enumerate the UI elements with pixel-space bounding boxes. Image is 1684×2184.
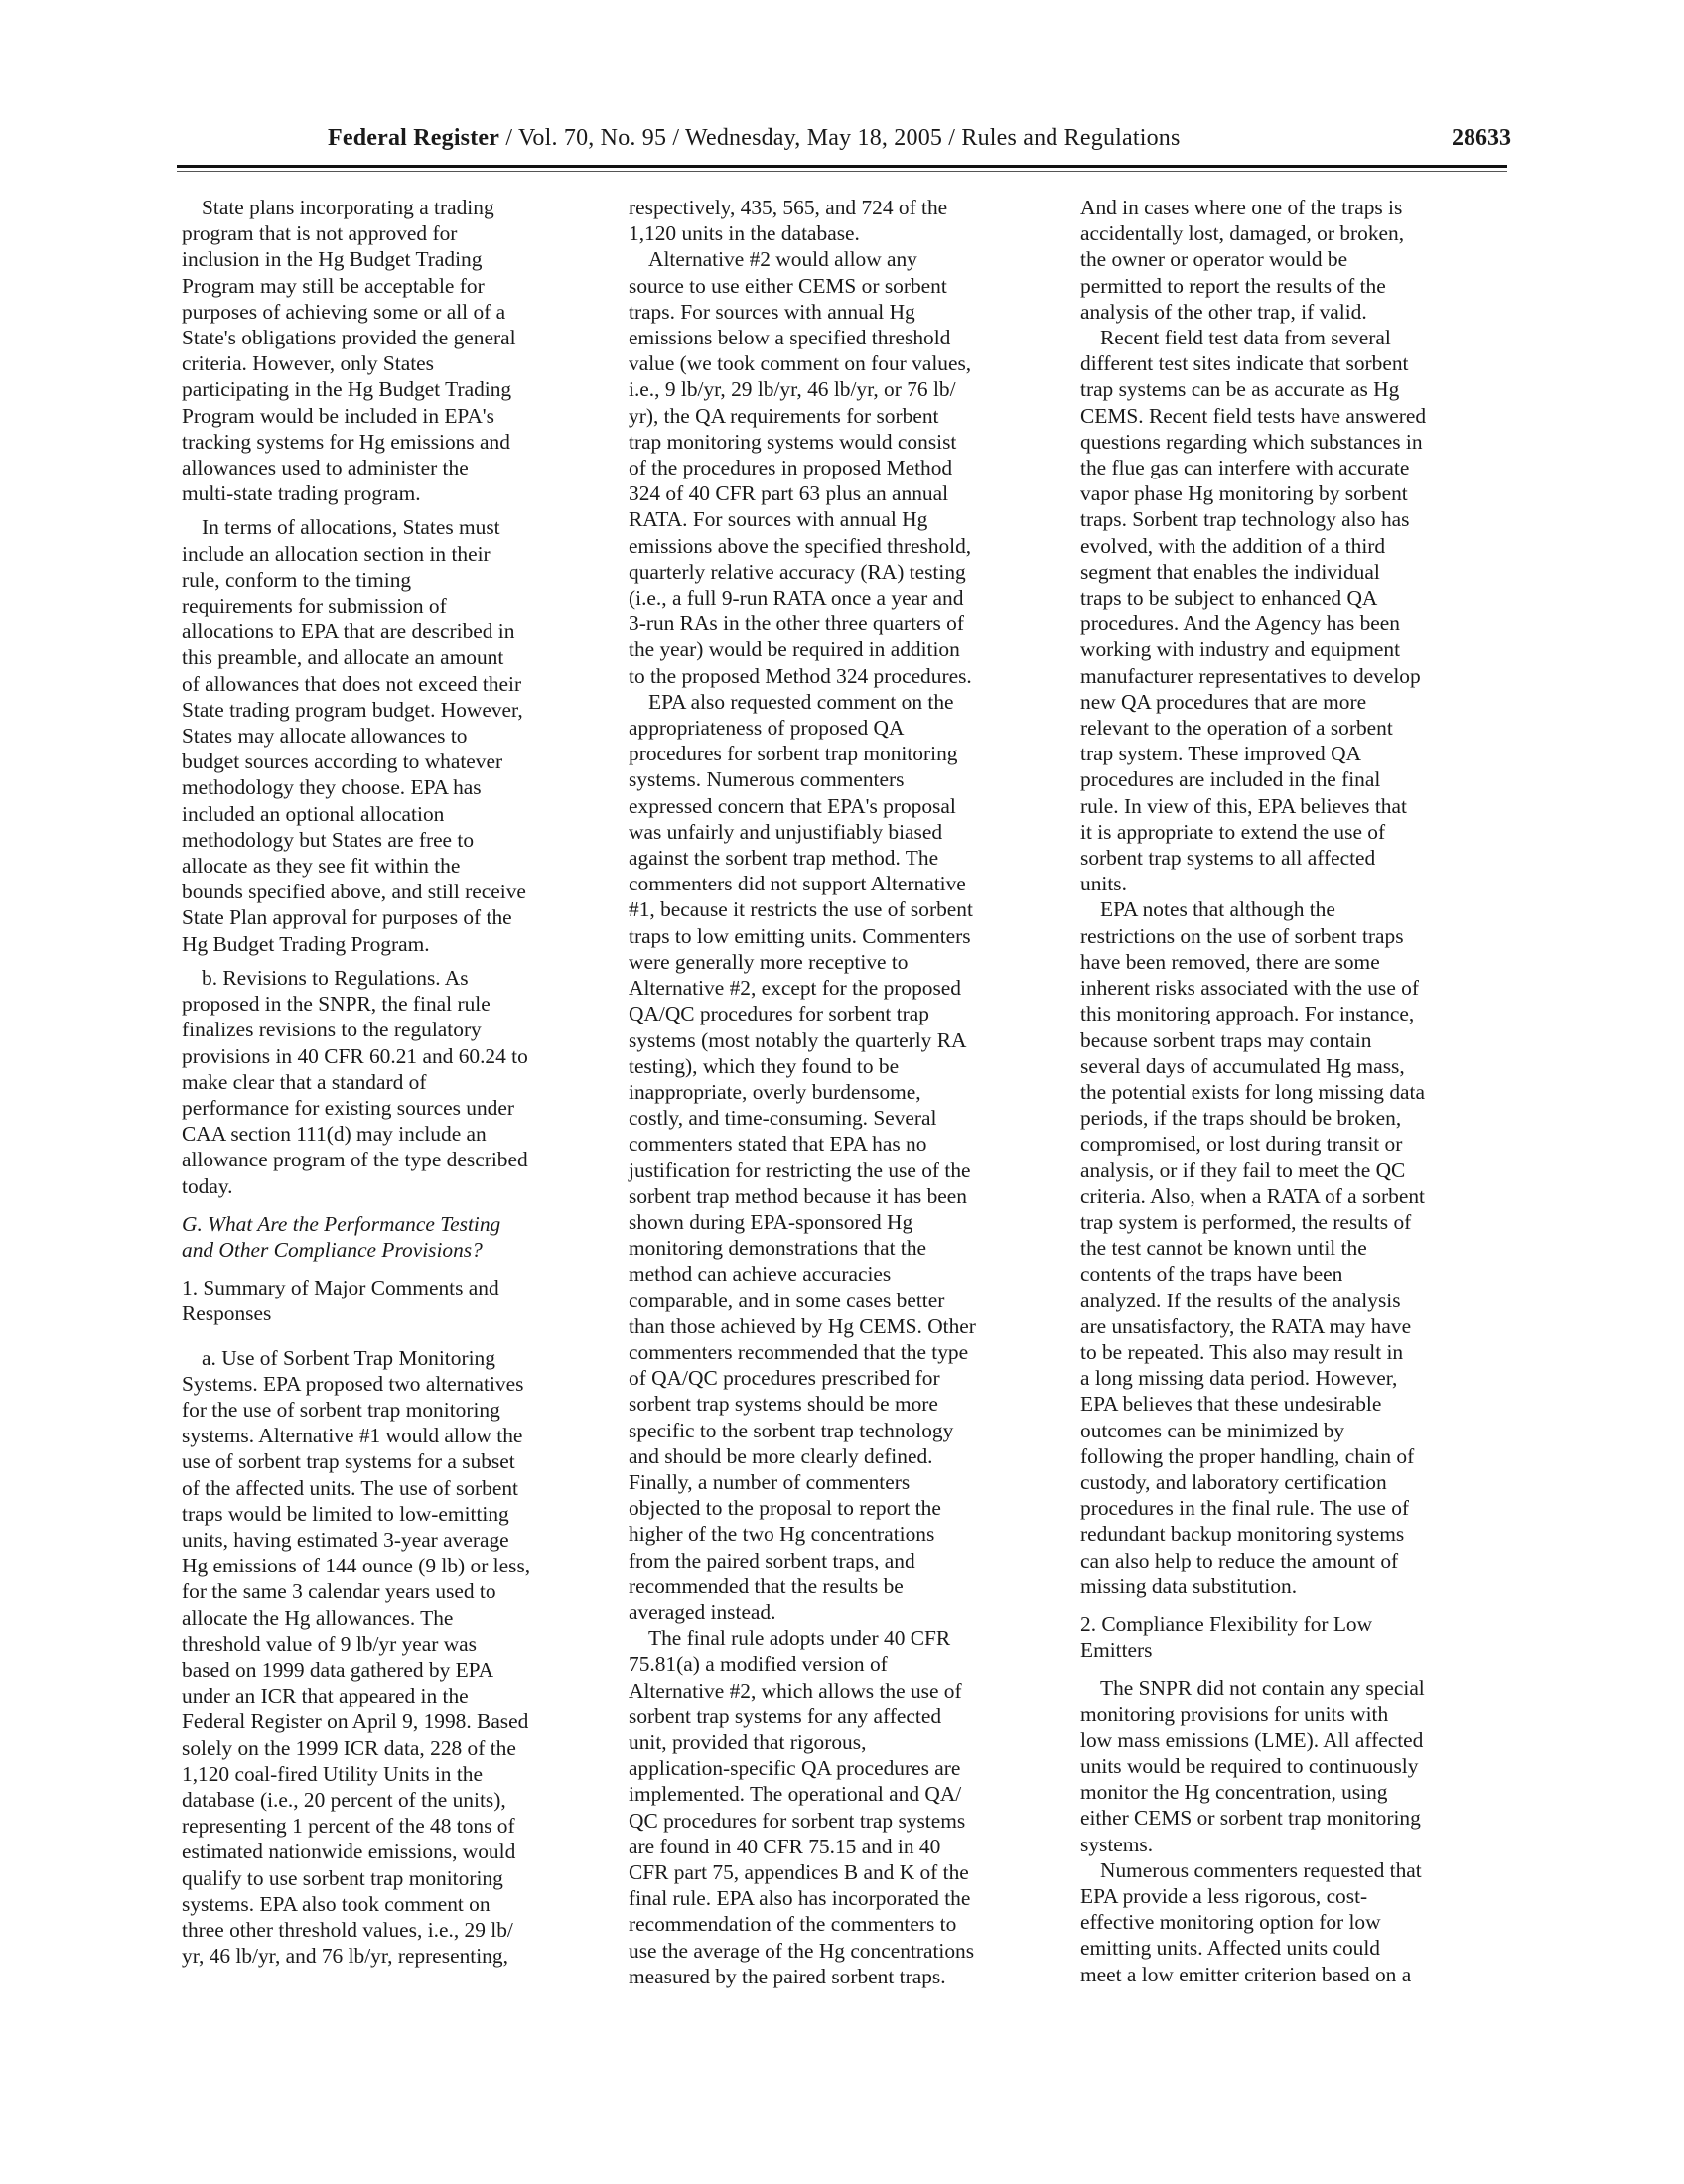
text-line: Emitters	[1080, 1638, 1153, 1663]
text-line: shown during EPA-sponsored Hg	[629, 1209, 913, 1234]
text-line: implemented. The operational and QA/	[629, 1782, 962, 1807]
text-line: analyzed. If the results of the analysis	[1080, 1288, 1401, 1312]
section-heading-line: and Other Compliance Provisions?	[182, 1237, 483, 1262]
text-line: procedures in the final rule. The use of	[1080, 1496, 1410, 1521]
text-line: the test cannot be known until the	[1080, 1236, 1367, 1261]
text-line: budget sources according to whatever	[182, 750, 503, 774]
text-line: allocate as they see fit within the	[182, 854, 461, 879]
text-line: new QA procedures that are more	[1080, 689, 1367, 714]
text-line: database (i.e., 20 percent of the units),	[182, 1787, 506, 1812]
text-line: make clear that a standard of	[182, 1069, 427, 1094]
text-line: procedures for sorbent trap monitoring	[629, 742, 958, 766]
text-line: analysis of the other trap, if valid.	[1080, 299, 1367, 324]
text-line: the owner or operator would be	[1080, 247, 1348, 272]
text-line: emissions below a specified threshold	[629, 326, 951, 350]
text-line: the year) would be required in addition	[629, 637, 960, 662]
text-line: sorbent trap systems to all affected	[1080, 846, 1376, 871]
text-line: based on 1999 data gathered by EPA	[182, 1657, 494, 1682]
text-line: 2. Compliance Flexibility for Low	[1080, 1611, 1373, 1636]
text-line: States may allocate allowances to	[182, 724, 468, 749]
text-line: traps. For sources with annual Hg	[629, 299, 915, 324]
text-line: for the use of sorbent trap monitoring	[182, 1397, 500, 1422]
text-line: missing data substitution.	[1080, 1573, 1298, 1598]
text-line: 324 of 40 CFR part 63 plus an annual	[629, 481, 949, 506]
text-line: The SNPR did not contain any special	[1100, 1676, 1425, 1701]
paragraph-gap	[1080, 1599, 1509, 1611]
page-header	[328, 123, 1511, 159]
text-line: for the same 3 calendar years used to	[182, 1579, 496, 1604]
text-line: commenters stated that EPA has no	[629, 1132, 927, 1157]
text-line: Hg emissions of 144 ounce (9 lb) or less,	[182, 1554, 531, 1578]
text-line: units.	[1080, 872, 1127, 896]
text-line: application-specific QA procedures are	[629, 1756, 961, 1781]
text-line: have been removed, there are some	[1080, 949, 1380, 974]
text-line: accidentally lost, damaged, or broken,	[1080, 221, 1405, 246]
text-line: were generally more receptive to	[629, 949, 909, 974]
text-line: are unsatisfactory, the RATA may have	[1080, 1313, 1412, 1338]
text-line: State Plan approval for purposes of the	[182, 905, 512, 930]
text-line: vapor phase Hg monitoring by sorbent	[1080, 481, 1408, 506]
text-line: procedures are included in the final	[1080, 767, 1381, 792]
header-citation	[328, 125, 1181, 152]
paragraph-gap	[182, 957, 617, 965]
text-line: criteria. Also, when a RATA of a sorbent	[1080, 1183, 1425, 1208]
text-column-2	[629, 195, 1057, 1989]
text-line: emissions above the specified threshold,	[629, 533, 972, 558]
text-line: procedures. And the Agency has been	[1080, 612, 1400, 636]
text-line: proposed in the SNPR, the final rule	[182, 992, 491, 1017]
text-line: permitted to report the results of the	[1080, 273, 1386, 298]
text-line: allowance program of the type described	[182, 1148, 528, 1172]
text-line: State's obligations provided the general	[182, 326, 516, 350]
text-line: inclusion in the Hg Budget Trading	[182, 247, 483, 272]
text-line: specific to the sorbent trap technology	[629, 1418, 954, 1442]
text-line: inherent risks associated with the use of	[1080, 976, 1419, 1001]
text-line: traps would be limited to low-emitting	[182, 1501, 509, 1526]
text-column-3	[1080, 195, 1509, 1987]
text-line: inappropriate, overly burdensome,	[629, 1079, 921, 1104]
text-line: program that is not approved for	[182, 221, 458, 246]
text-line: rule, conform to the timing	[182, 567, 412, 592]
text-line: b. Revisions to Regulations. As	[202, 965, 469, 990]
text-line: working with industry and equipment	[1080, 637, 1401, 662]
text-line: 75.81(a) a modified version of	[629, 1652, 888, 1677]
text-line: respectively, 435, 565, and 724 of the	[629, 196, 948, 219]
text-line: systems. Alternative #1 would allow the	[182, 1424, 523, 1448]
paragraph-gap	[182, 1263, 617, 1275]
text-line: provisions in 40 CFR 60.21 and 60.24 to	[182, 1043, 528, 1068]
text-line: QC procedures for sorbent trap systems	[629, 1808, 966, 1833]
text-line: monitoring demonstrations that the	[629, 1236, 927, 1261]
text-line: allowances used to administer the	[182, 456, 469, 480]
text-line: CFR part 75, appendices B and K of the	[629, 1860, 969, 1884]
text-line: Hg Budget Trading Program.	[182, 931, 430, 956]
text-line: against the sorbent trap method. The	[629, 846, 939, 871]
text-line: EPA also requested comment on the	[648, 689, 954, 714]
text-line: QA/QC procedures for sorbent trap	[629, 1002, 929, 1026]
text-line: higher of the two Hg concentrations	[629, 1522, 935, 1547]
text-line: (i.e., a full 9-run RATA once a year and	[629, 586, 964, 611]
text-line: trap system is performed, the results of	[1080, 1209, 1412, 1234]
text-line: criteria. However, only States	[182, 351, 434, 376]
text-line: objected to the proposal to report the	[629, 1496, 941, 1521]
text-line: to the proposed Method 324 procedures.	[629, 663, 972, 688]
text-line: traps to low emitting units. Commenters	[629, 923, 971, 948]
text-line: of the procedures in proposed Method	[629, 456, 953, 480]
text-line: Responses	[182, 1301, 272, 1326]
text-line: trap monitoring systems would consist	[629, 429, 957, 454]
text-line: trap systems can be as accurate as Hg	[1080, 377, 1400, 402]
text-line: CEMS. Recent field tests have answered	[1080, 403, 1427, 428]
text-line: costly, and time-consuming. Several	[629, 1106, 937, 1131]
paragraph-gap	[182, 1199, 617, 1211]
text-line: effective monitoring option for low	[1080, 1910, 1381, 1935]
text-line: recommendation of the commenters to	[629, 1912, 957, 1937]
text-line: source to use either CEMS or sorbent	[629, 273, 947, 298]
text-column-1	[182, 195, 617, 1969]
header-rule	[177, 165, 1507, 168]
text-line: unit, provided that rigorous,	[629, 1729, 867, 1754]
text-line: either CEMS or sorbent trap monitoring	[1080, 1806, 1421, 1831]
text-line: Program may still be acceptable for	[182, 273, 485, 298]
text-line: segment that enables the individual	[1080, 559, 1380, 584]
text-line: traps to be subject to enhanced QA	[1080, 586, 1378, 611]
text-line: value (we took comment on four values,	[629, 351, 972, 376]
text-line: traps. Sorbent trap technology also has	[1080, 507, 1410, 532]
text-line: methodology they choose. EPA has	[182, 775, 482, 800]
text-line: method can achieve accuracies	[629, 1262, 892, 1287]
text-line: And in cases where one of the traps is	[1080, 196, 1403, 219]
text-line: because sorbent traps may contain	[1080, 1027, 1372, 1052]
text-line: 1,120 coal-fired Utility Units in the	[182, 1761, 483, 1786]
text-line: Alternative #2 would allow any	[648, 247, 917, 272]
text-line: sorbent trap systems should be more	[629, 1392, 938, 1417]
text-line: requirements for submission of	[182, 594, 447, 618]
text-line: justification for restricting the use of the	[629, 1158, 971, 1182]
text-line: RATA. For sources with annual Hg	[629, 507, 928, 532]
text-line: was unfairly and unjustifiably biased	[629, 819, 943, 844]
text-line: purposes of achieving some or all of a	[182, 299, 506, 324]
text-line: trap system. These improved QA	[1080, 742, 1361, 766]
text-line: and should be more clearly defined.	[629, 1443, 933, 1468]
text-line: emitting units. Affected units could	[1080, 1936, 1381, 1961]
text-line: of allowances that does not exceed their	[182, 671, 522, 696]
text-line: monitor the Hg concentration, using	[1080, 1780, 1388, 1805]
text-line: appropriateness of proposed QA	[629, 716, 905, 741]
journal-name: Federal Register	[328, 125, 500, 151]
text-line: Alternative #2, except for the proposed	[629, 976, 962, 1001]
text-line: are found in 40 CFR 75.15 and in 40	[629, 1834, 941, 1858]
text-line: following the proper handling, chain of	[1080, 1443, 1415, 1468]
text-line: 3-run RAs in the other three quarters of	[629, 612, 964, 636]
paragraph-gap	[182, 506, 617, 514]
text-line: the potential exists for long missing data	[1080, 1079, 1425, 1104]
text-line: a long missing data period. However,	[1080, 1366, 1398, 1391]
text-line: several days of accumulated Hg mass,	[1080, 1053, 1405, 1078]
text-line: Recent field test data from several	[1100, 326, 1391, 350]
text-line: use the average of the Hg concentrations	[629, 1938, 975, 1963]
text-line: than those achieved by Hg CEMS. Other	[629, 1313, 976, 1338]
text-line: quarterly relative accuracy (RA) testing	[629, 559, 966, 584]
text-line: EPA notes that although the	[1100, 897, 1335, 922]
text-line: it is appropriate to extend the use of	[1080, 819, 1386, 844]
text-line: from the paired sorbent traps, and	[629, 1548, 915, 1572]
text-line: participating in the Hg Budget Trading	[182, 377, 512, 402]
text-line: bounds specified above, and still receive	[182, 880, 526, 904]
text-line: evolved, with the addition of a third	[1080, 533, 1386, 558]
text-line: different test sites indicate that sorbent	[1080, 351, 1409, 376]
text-line: EPA believes that these undesirable	[1080, 1392, 1382, 1417]
text-line: use of sorbent trap systems for a subset	[182, 1449, 515, 1474]
text-line: qualify to use sorbent trap monitoring	[182, 1865, 503, 1890]
text-line: under an ICR that appeared in the	[182, 1684, 469, 1708]
text-line: The final rule adopts under 40 CFR	[648, 1626, 951, 1651]
text-line: analysis, or if they fail to meet the QC	[1080, 1158, 1406, 1182]
text-line: final rule. EPA also has incorporated the	[629, 1886, 971, 1911]
text-line: finalizes revisions to the regulatory	[182, 1018, 482, 1042]
text-line: to be repeated. This also may result in	[1080, 1339, 1404, 1364]
text-line: systems (most notably the quarterly RA	[629, 1027, 967, 1052]
text-line: three other threshold values, i.e., 29 lb/	[182, 1918, 513, 1942]
paragraph-gap	[182, 1327, 617, 1345]
text-line: compromised, or lost during transit or	[1080, 1132, 1403, 1157]
issue-info: / Vol. 70, No. 95 / Wednesday, May 18, 2005 / Rules and Regulations	[499, 125, 1181, 151]
text-line: testing), which they found to be	[629, 1053, 900, 1078]
text-line: multi-state trading program.	[182, 481, 421, 506]
text-line: of the affected units. The use of sorbent	[182, 1475, 518, 1500]
text-line: relevant to the operation of a sorbent	[1080, 716, 1393, 741]
text-line: i.e., 9 lb/yr, 29 lb/yr, 46 lb/yr, or 76 lb/	[629, 377, 956, 402]
text-line: CAA section 111(d) may include an	[182, 1122, 487, 1147]
text-line: recommended that the results be	[629, 1573, 904, 1598]
text-line: State trading program budget. However,	[182, 697, 523, 722]
text-line: redundant backup monitoring systems	[1080, 1522, 1405, 1547]
text-line: Systems. EPA proposed two alternatives	[182, 1371, 524, 1396]
text-line: yr), the QA requirements for sorbent	[629, 403, 939, 428]
text-line: custody, and laboratory certification	[1080, 1469, 1387, 1494]
text-line: threshold value of 9 lb/yr year was	[182, 1631, 478, 1656]
page-number: 28633	[1452, 125, 1511, 151]
text-line: today.	[182, 1173, 233, 1198]
text-line: allocations to EPA that are described in	[182, 619, 515, 644]
text-line: Federal Register on April 9, 1998. Based	[182, 1709, 529, 1734]
text-line: meet a low emitter criterion based on a	[1080, 1962, 1412, 1986]
text-line: outcomes can be minimized by	[1080, 1418, 1345, 1442]
text-line: commenters recommended that the type	[629, 1339, 969, 1364]
text-line: rule. In view of this, EPA believes that	[1080, 793, 1407, 818]
text-line: sorbent trap systems for any affected	[629, 1704, 942, 1728]
text-line: State plans incorporating a trading	[202, 196, 494, 219]
section-heading-line: G. What Are the Performance Testing	[182, 1211, 501, 1236]
text-line: systems. Numerous commenters	[629, 767, 905, 792]
text-line: tracking systems for Hg emissions and	[182, 429, 510, 454]
text-line: solely on the 1999 ICR data, 228 of the	[182, 1735, 516, 1760]
text-line: this monitoring approach. For instance,	[1080, 1002, 1415, 1026]
text-line: Program would be included in EPA's	[182, 403, 494, 428]
text-line: include an allocation section in their	[182, 541, 491, 566]
text-line: methodology but States are free to	[182, 827, 475, 852]
text-line: commenters did not support Alternative	[629, 872, 966, 896]
text-line: Finally, a number of commenters	[629, 1469, 911, 1494]
text-line: units would be required to continuously	[1080, 1753, 1419, 1778]
text-line: low mass emissions (LME). All affected	[1080, 1727, 1424, 1752]
text-line: Numerous commenters requested that	[1100, 1857, 1422, 1882]
header-rule-thin	[177, 171, 1507, 172]
text-line: #1, because it restricts the use of sorbent	[629, 897, 973, 922]
text-line: systems.	[1080, 1832, 1154, 1856]
text-line: sorbent trap method because it has been	[629, 1183, 967, 1208]
text-line: expressed concern that EPA's proposal	[629, 793, 956, 818]
text-line: performance for existing sources under	[182, 1095, 514, 1120]
text-line: estimated nationwide emissions, would	[182, 1840, 516, 1864]
text-line: measured by the paired sorbent traps.	[629, 1964, 946, 1988]
text-line: 1,120 units in the database.	[629, 221, 860, 246]
text-line: of QA/QC procedures prescribed for	[629, 1366, 940, 1391]
text-line: comparable, and in some cases better	[629, 1288, 945, 1312]
text-line: manufacturer representatives to develop	[1080, 663, 1421, 688]
text-line: questions regarding which substances in	[1080, 429, 1423, 454]
paragraph-gap	[1080, 1663, 1509, 1675]
text-line: allocate the Hg allowances. The	[182, 1605, 454, 1630]
text-line: 1. Summary of Major Comments and	[182, 1276, 499, 1300]
text-line: averaged instead.	[629, 1599, 776, 1624]
text-line: restrictions on the use of sorbent traps	[1080, 923, 1404, 948]
text-line: units, having estimated 3-year average	[182, 1527, 509, 1552]
text-line: representing 1 percent of the 48 tons of	[182, 1814, 515, 1839]
text-line: In terms of allocations, States must	[202, 515, 500, 540]
text-line: systems. EPA also took comment on	[182, 1891, 491, 1916]
text-line: Alternative #2, which allows the use of	[629, 1678, 962, 1703]
text-line: contents of the traps have been	[1080, 1262, 1343, 1287]
text-line: a. Use of Sorbent Trap Monitoring	[202, 1345, 495, 1370]
text-line: can also help to reduce the amount of	[1080, 1548, 1399, 1572]
text-line: EPA provide a less rigorous, cost-	[1080, 1884, 1368, 1908]
text-line: yr, 46 lb/yr, and 76 lb/yr, representing,	[182, 1944, 508, 1969]
text-line: the flue gas can interfere with accurate	[1080, 456, 1410, 480]
text-line: included an optional allocation	[182, 801, 445, 826]
text-line: periods, if the traps should be broken,	[1080, 1106, 1402, 1131]
text-line: this preamble, and allocate an amount	[182, 645, 504, 670]
text-line: monitoring provisions for units with	[1080, 1702, 1389, 1726]
